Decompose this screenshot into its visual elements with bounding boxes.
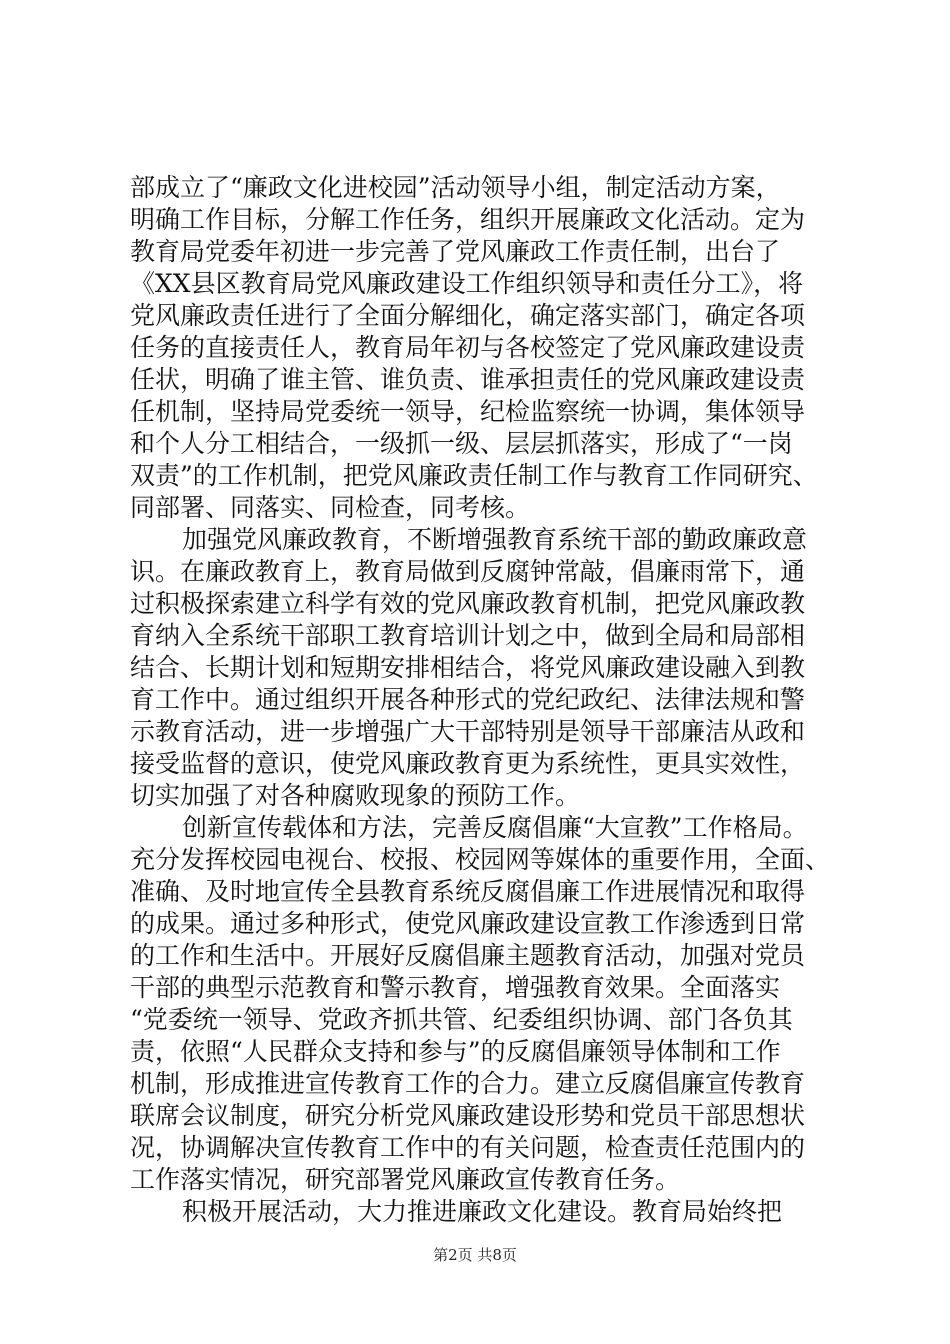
text-line: 示教育活动，进一步增强广大干部特别是领导干部廉洁从政和 [130,717,806,746]
paragraph [130,172,830,524]
text-line: “党委统一领导、党政齐抓共管、纪委组织协调、部门各负其 [130,1005,793,1034]
page-number: 第2页 共8页 [433,1246,517,1264]
text-line: 准确、及时地宣传全县教育系统反腐倡廉工作进展情况和取得 [130,877,806,906]
text-line: 创新宣传载体和方法，完善反腐倡廉“大宣教”工作格局。 [182,813,808,842]
text-line: 积极开展活动，大力推进廉政文化建设。教育局始终把 [182,1197,783,1226]
paragraph [130,812,830,1196]
text-line: 接受监督的意识，使党风廉政教育更为系统性，更具实效性， [130,749,806,778]
text-line: 干部的典型示范教育和警示教育，增强教育效果。全面落实 [130,973,781,1002]
text-line: 党风廉政责任进行了全面分解细化，确定落实部门，确定各项 [130,301,806,330]
text-line: 过积极探索建立科学有效的党风廉政教育机制，把党风廉政教 [130,589,806,618]
text-line: 任状，明确了谁主管、谁负责、谁承担责任的党风廉政建设责 [130,365,806,394]
text-line: 任务的直接责任人，教育局年初与各校签定了党风廉政建设责 [130,333,806,362]
text-line: 机制，形成推进宣传教育工作的合力。建立反腐倡廉宣传教育 [130,1069,806,1098]
text-line: 教育局党委年初进一步完善了党风廉政工作责任制，出台了 [130,237,781,266]
document-body [130,172,830,1228]
text-line: 《XX县区教育局党风廉政建设工作组织领导和责任分工》，将 [130,269,804,298]
text-line: 同部署、同落实、同检查，同考核。 [130,493,531,522]
text-line: 和个人分工相结合，一级抓一级、层层抓落实，形成了“一岗 [130,429,793,458]
text-line: 育工作中。通过组织开展各种形式的党纪政纪、法律法规和警 [130,685,806,714]
text-line: 双责”的工作机制，把党风廉政责任制工作与教育工作同研究、 [130,461,818,490]
text-line: 的工作和生活中。开展好反腐倡廉主题教育活动，加强对党员 [130,941,806,970]
text-line: 育纳入全系统干部职工教育培训计划之中，做到全局和局部相 [130,621,806,650]
text-line: 况，协调解决宣传教育工作中的有关问题，检查责任范围内的 [130,1133,806,1162]
page-footer [0,1244,950,1265]
text-line: 的成果。通过多种形式，使党风廉政建设宣教工作渗透到日常 [130,909,806,938]
text-line: 工作落实情况，研究部署党风廉政宣传教育任务。 [130,1165,681,1194]
text-line: 识。在廉政教育上，教育局做到反腐钟常敲，倡廉雨常下，通 [130,557,806,586]
paragraph [130,1196,830,1228]
text-line: 切实加强了对各种腐败现象的预防工作。 [130,781,581,810]
text-line: 部成立了“廉政文化进校园”活动领导小组，制定活动方案， [130,173,781,202]
text-line: 充分发挥校园电视台、校报、校园网等媒体的重要作用，全面、 [130,845,831,874]
text-line: 结合、长期计划和短期安排相结合，将党风廉政建设融入到教 [130,653,806,682]
text-line: 任机制，坚持局党委统一领导，纪检监察统一协调，集体领导 [130,397,806,426]
text-line: 加强党风廉政教育，不断增强教育系统干部的勤政廉政意 [182,525,808,554]
text-line: 明确工作目标，分解工作任务，组织开展廉政文化活动。定为 [130,205,806,234]
paragraph [130,524,830,812]
text-line: 责，依照“人民群众支持和参与”的反腐倡廉领导体制和工作 [130,1037,781,1066]
text-line: 联席会议制度，研究分析党风廉政建设形势和党员干部思想状 [130,1101,806,1130]
